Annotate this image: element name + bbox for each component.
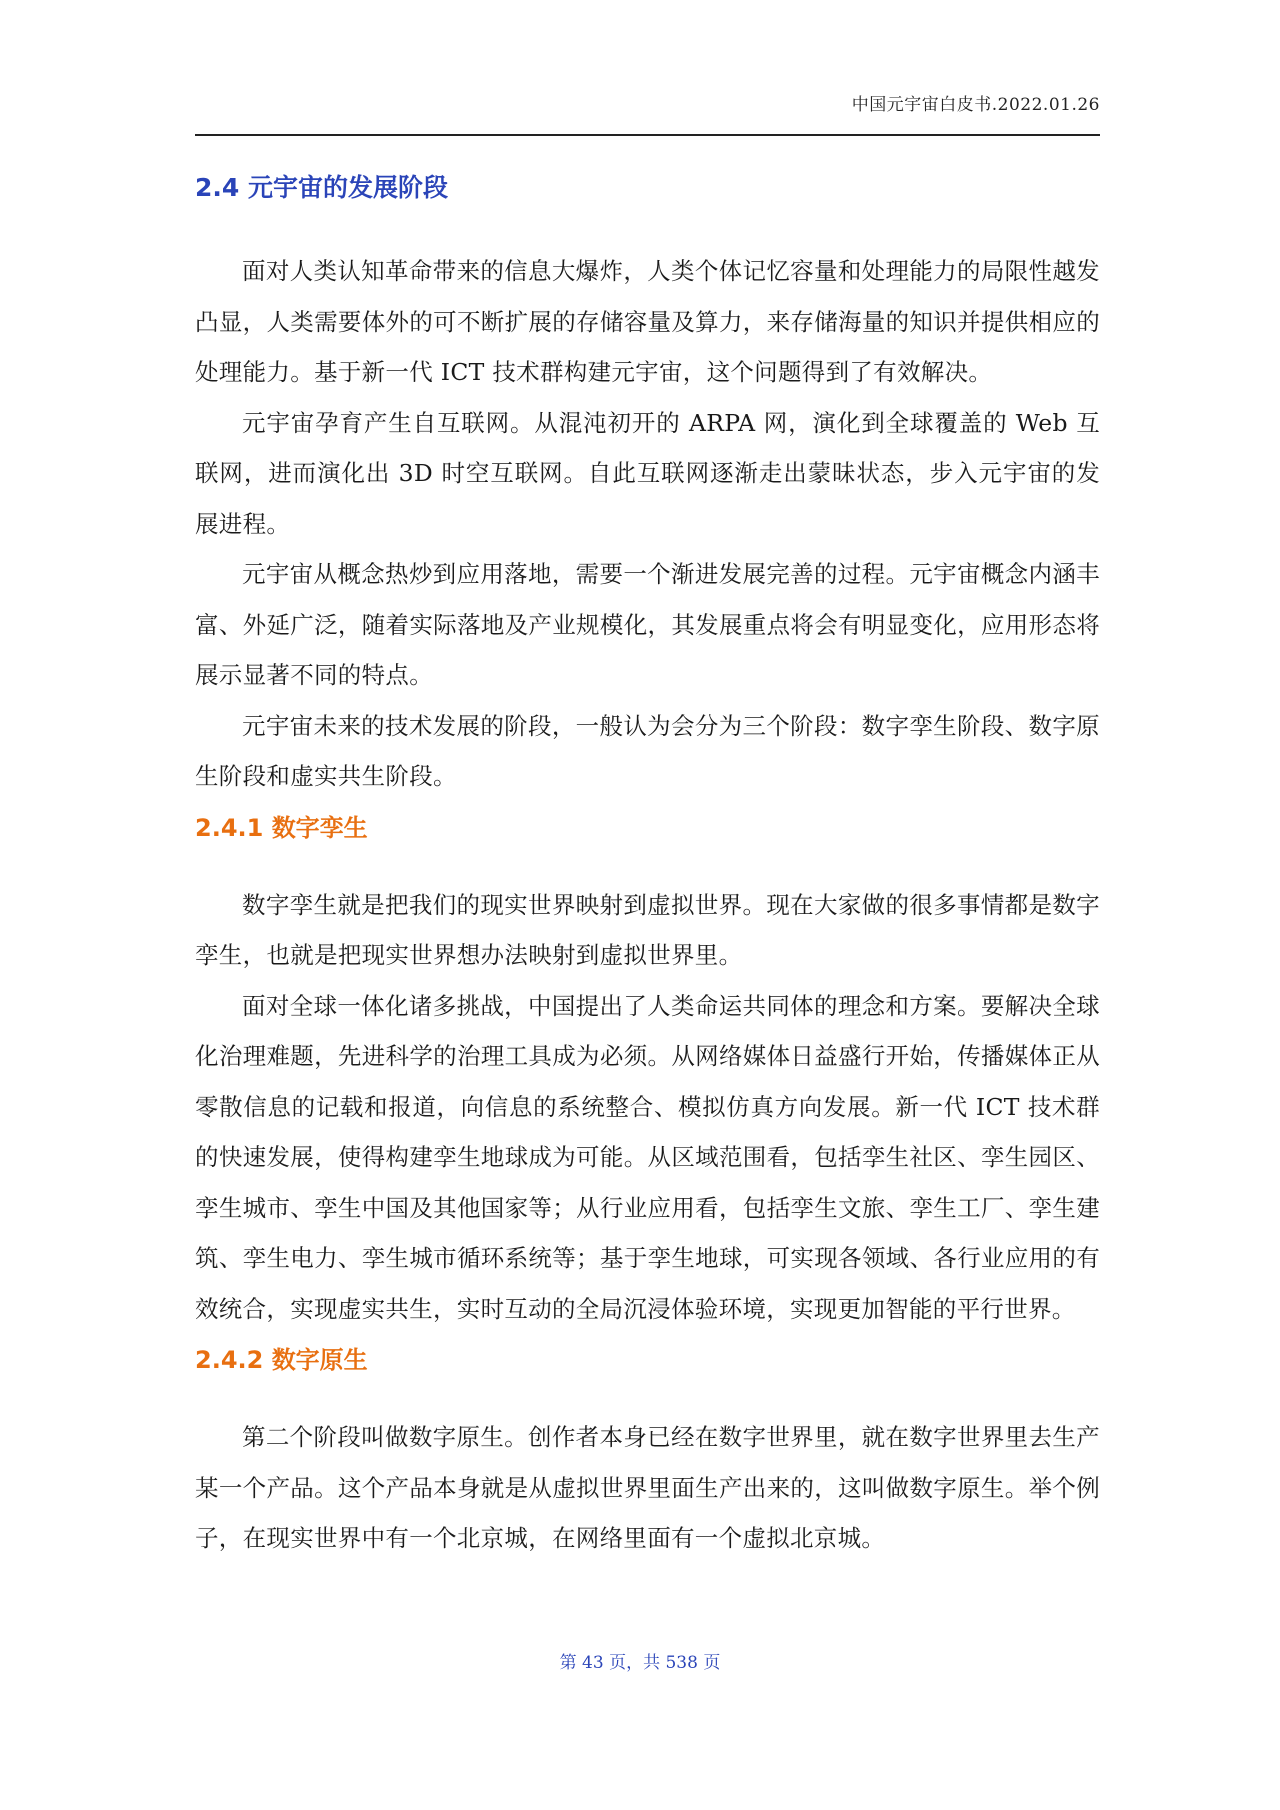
header-text: 中国元宇宙白皮书.2022.01.26 <box>851 95 1100 115</box>
page-content <box>195 158 1100 1564</box>
paragraph: 元宇宙未来的技术发展的阶段，一般认为会分为三个阶段：数字孪生阶段、数字原生阶段和虚实共生阶段。 <box>195 711 1100 790</box>
paragraph: 数字孪生就是把我们的现实世界映射到虚拟世界。现在大家做的很多事情都是数字孪生，也就是把现实世界想办法映射到虚拟世界里。 <box>195 890 1100 969</box>
subsection-heading-digital-twin: 2.4.1 数字孪生 <box>195 813 368 842</box>
subsection-heading-digital-native: 2.4.2 数字原生 <box>195 1346 368 1374</box>
paragraph: 面对全球一体化诸多挑战，中国提出了人类命运共同体的理念和方案。要解决全球化治理难题，先进科学的治理工具成为必须。从网络媒体日益盛行开始，传播媒体正从零散信息的记载和报道，向信息的系统整合、模拟仿真方向发展。新一代 ICT 技术群的快速发展，使得构建孪生地球成为可能。从区域范围看，包括孪生社区、孪生园区、孪生城市、孪生中国及其他国家等；从行业应用看，包括孪生文旅、孪生工厂、孪生建筑、孪生电力、孪生城市循环系统等；基于孪生地球，可实现各领域、各行业应用的有效统合，实现虚实共生，实时互动的全局沉浸体验环境，实现更加智能的平行世界。 <box>195 991 1100 1323</box>
paragraph: 面对人类认知革命带来的信息大爆炸，人类个体记忆容量和处理能力的局限性越发凸显，人类需要体外的可不断扩展的存储容量及算力，来存储海量的知识并提供相应的处理能力。基于新一代 ICT 技术群构建元宇宙，这个问题得到了有效解决。 <box>195 257 1100 386</box>
page-header <box>195 88 1100 136</box>
page-number: 第 43 页，共 538 页 <box>559 1653 721 1673</box>
paragraph: 元宇宙从概念热炒到应用落地，需要一个渐进发展完善的过程。元宇宙概念内涵丰富、外延广泛，随着实际落地及产业规模化，其发展重点将会有明显变化，应用形态将展示显著不同的特点。 <box>195 560 1100 689</box>
paragraph: 元宇宙孕育产生自互联网。从混沌初开的 ARPA 网，演化到全球覆盖的 Web 互联网，进而演化出 3D 时空互联网。自此互联网逐渐走出蒙昧状态，步入元宇宙的发展进程。 <box>195 408 1100 538</box>
paragraph: 第二个阶段叫做数字原生。创作者本身已经在数字世界里，就在数字世界里去生产某一个产品。这个产品本身就是从虚拟世界里面生产出来的，这叫做数字原生。举个例子，在现实世界中有一个北京城，在网络里面有一个虚拟北京城。 <box>195 1423 1100 1552</box>
section-heading: 2.4 元宇宙的发展阶段 <box>195 173 448 202</box>
